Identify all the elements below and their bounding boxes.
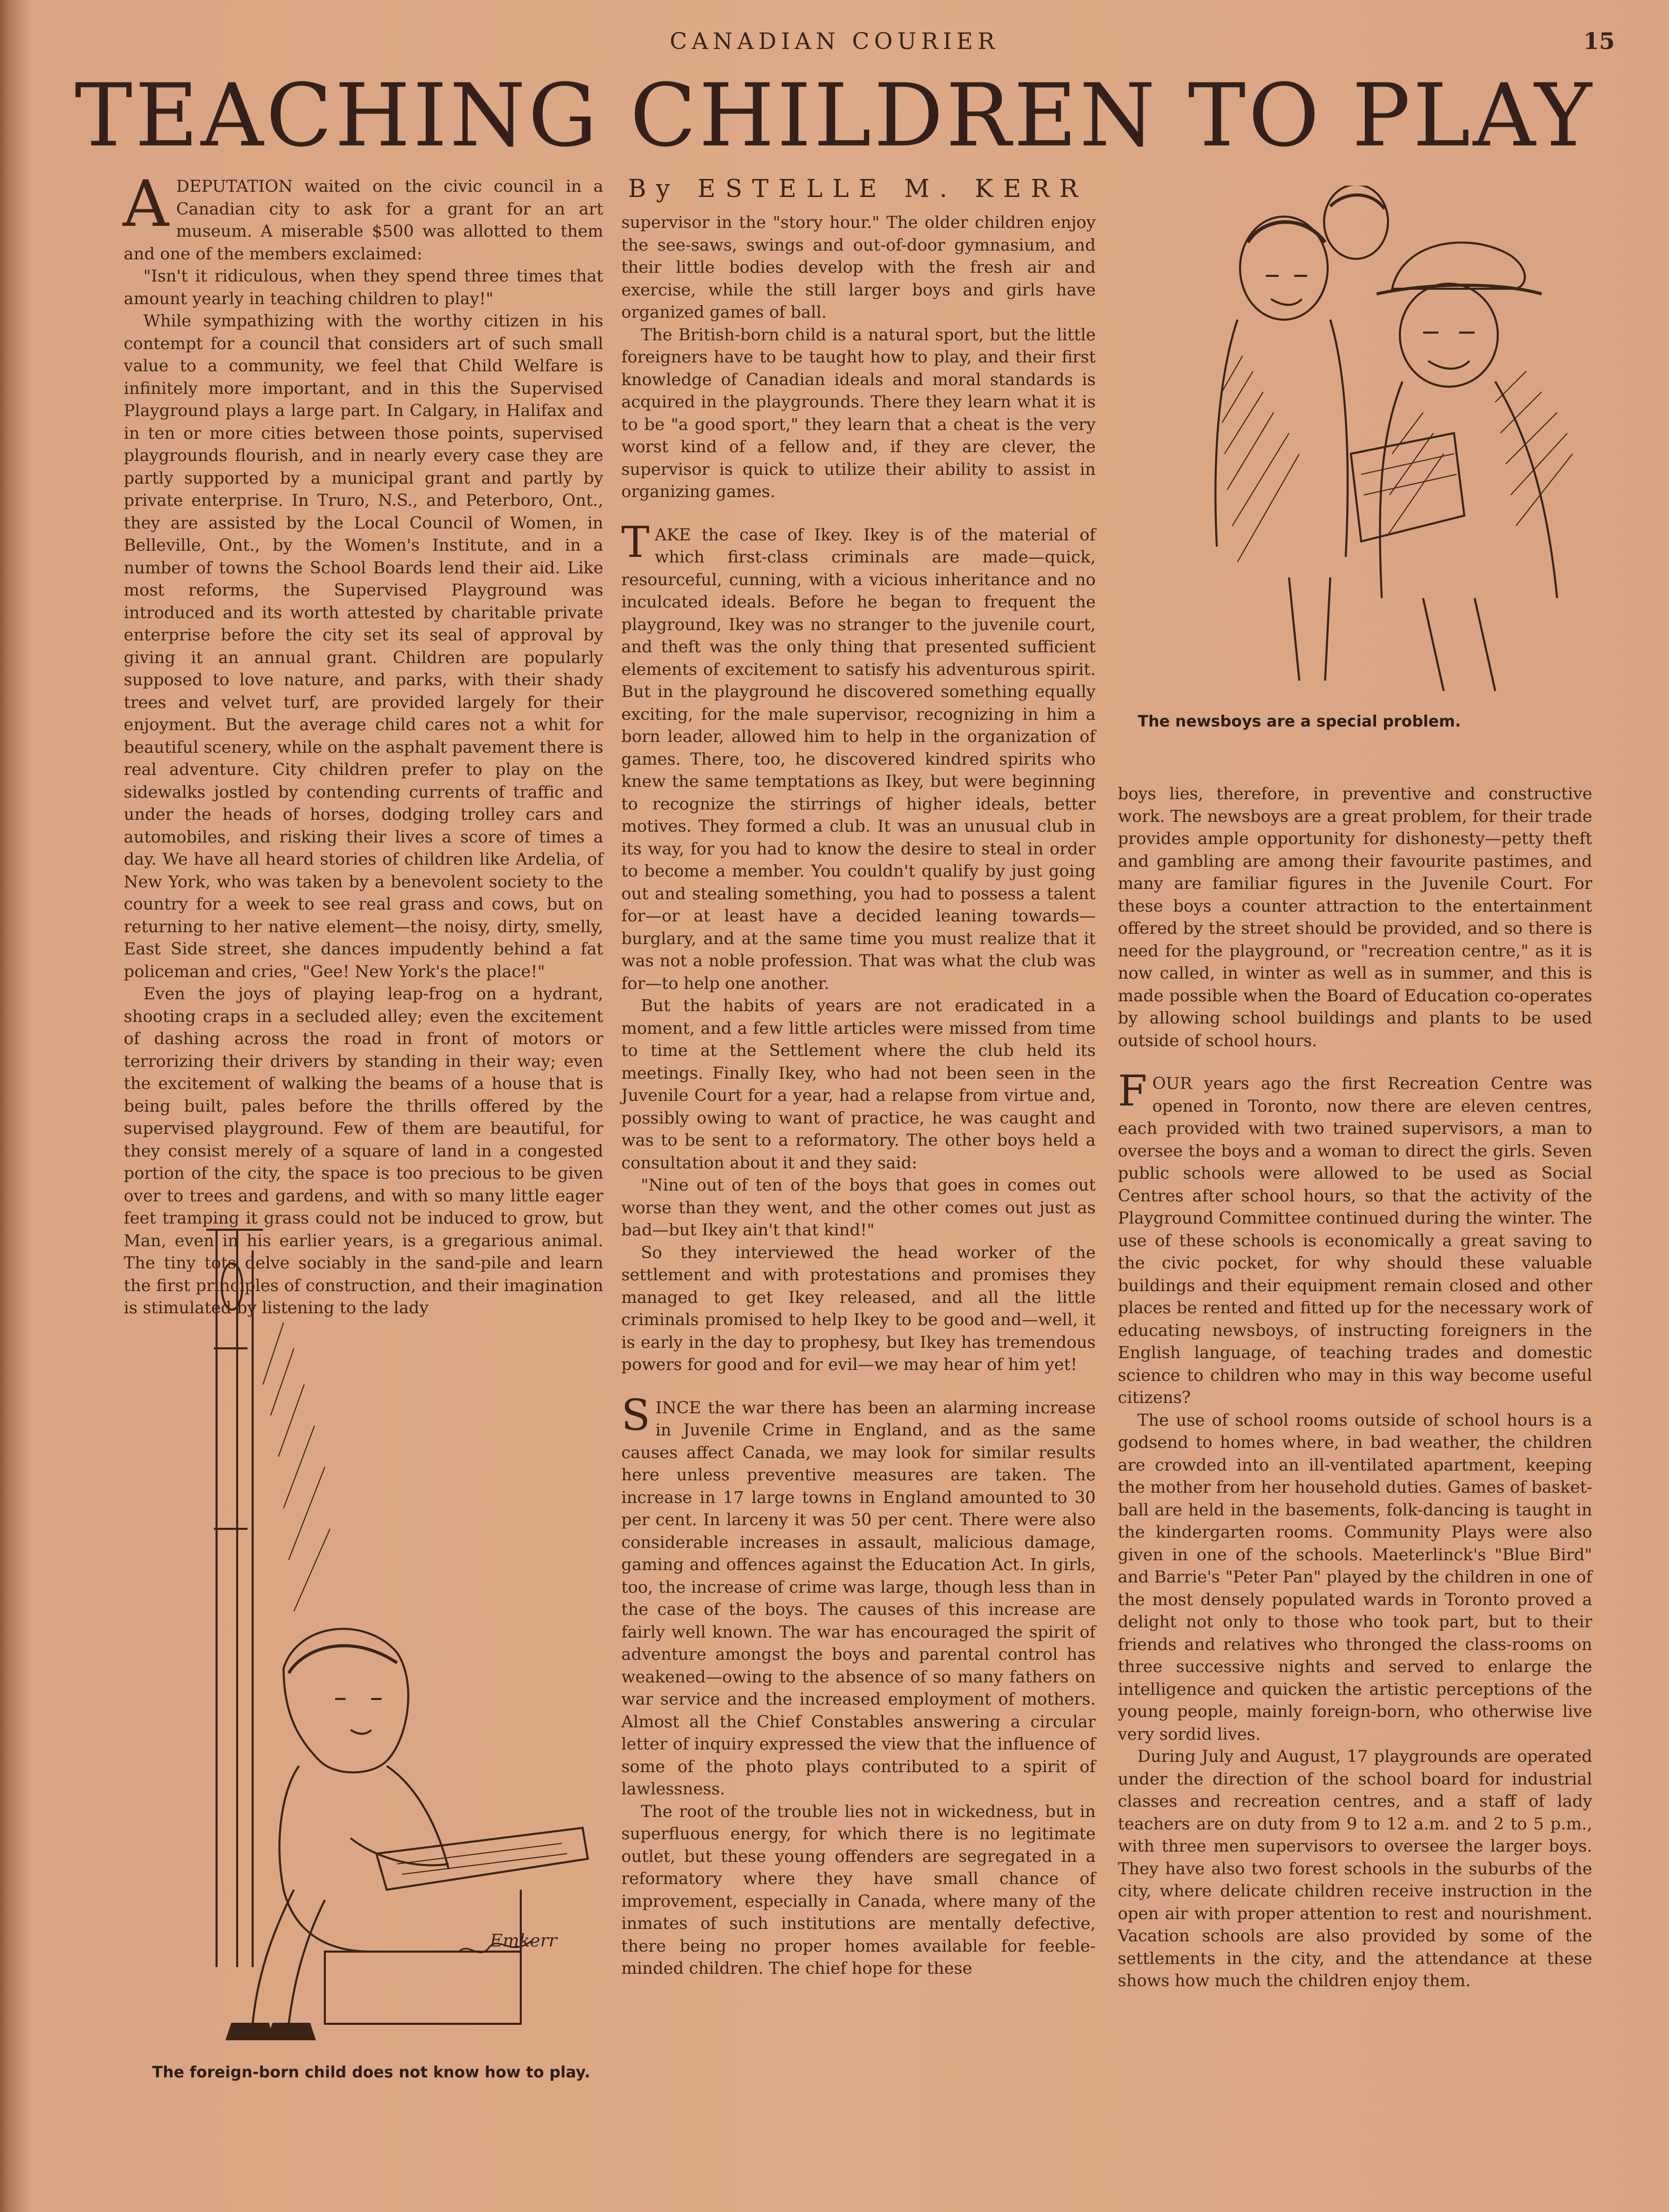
article-column-2 — [621, 211, 1096, 2130]
paragraph: While sympathizing with the worthy citizen in his contempt for a council that considers art of such small value to a community, we feel that Child Welfare is infinitely more important, and in this the Supervised Playground plays a large part. In Calgary, in Halifax and in ten or more cities between those points, supervised playgrounds flourish, and in nearly every case they are partly supported by a municipal grant and partly by private enterprise. In Truro, N.S., and Peterboro, Ont., they are assisted by the Local Council of Women, in Belleville, Ont., by the Women's Institute, and in a number of towns the School Boards lend their aid. Like most reforms, the Supervised Playground was introduced and its worth attested by charitable private enterprise before the city set its seal of approval by giving it an annual grant. Children are popularly supposed to love nature, and parks, with their shady trees and velvet turf, are provided largely for their enjoyment. But the average child cares not a whit for beautiful scenery, while on the asphalt pavement there is real adventure. City children prefer to play on the sidewalks jostled by contending currents of traffic and under the heads of horses, dodging trolley cars and automobiles, and risking their lives a score of times a day. We have all heard stories of children like Ardelia, of New York, who was taken by a benevolent society to the country for a week to see real grass and cows, but on returning to her native element—the noisy, dirty, smelly, East Side street, she dances impudently behind a fat policeman and cries, "Gee! New York's the place!" — [124, 311, 603, 981]
drop-cap: A — [123, 167, 169, 241]
newsboys-illustration — [1134, 186, 1588, 701]
paragraph: DEPUTATION waited on the civic council in a Canadian city to ask for a grant for an art museum. A miserable $500 was allotted to them and one of the members exclaimed: — [124, 176, 603, 263]
paragraph: OUR years ago the first Recreation Centre was opened in Toronto, now there are eleven centres, each provided with two trained supervisors, a man to oversee the boys and a woman to direct the girls. Seven public schools were allowed to be used as Social Centres after school hours, so that the activity of the Playground Committee continued during the winter. The use of these schools is economically a great saving to the civic pocket, for why should these valuable buildings and their equipment remain closed and other places be rented and fitted up for the necessary work of educating newsboys, of instructing foreigners in the English language, of teaching trades and domestic science to children who may in this way become useful citizens? — [1118, 1074, 1592, 1407]
article-column-3 — [1118, 783, 1592, 2134]
byline: By ESTELLE M. KERR — [628, 174, 1088, 203]
paragraph: Even the joys of playing leap-frog on a hydrant, shooting craps in a secluded alley; even the excitement of dashing across the road in front of motors or terrorizing their drivers by standing in their way; even the excitement of walking the beams of a house that is being built, pales before the thrills offered by the supervised playground. Few of them are beautiful, for they consist merely of a square of land in a congested portion of the city, the space is too precious to be given over to trees and gardens, and with so many little eager feet tramping it grass could not be induced to grow, but Man, even in his earlier years, is a gregarious animal. The tiny tots delve sociably in the sand-pile and learn the first principles of construction, and their imagination is stimulated by listening to the lady — [124, 984, 603, 1317]
caption-foreign-child: The foreign-born child does not know how to play. — [152, 2064, 590, 2082]
headline: TEACHING CHILDREN TO PLAY — [74, 65, 1595, 166]
paragraph: "Nine out of ten of the boys that goes in comes out worse than they went, and the other comes out just as bad—but Ikey ain't that kind!" — [621, 1175, 1096, 1240]
paragraph: AKE the case of Ikey. Ikey is of the material of which first-class criminals are made—quick, resourceful, cunning, with a vicious inheritance and no inculcated ideals. Before he began to frequent the playground, Ikey was no stranger to the juvenile court, and theft was the only thing that presented sufficient elements of excitement to satisfy his adventurous spirit. But in the playground he discovered something equally exciting, for the male supervisor, recognizing in him a born leader, allowed him to help in the organization of games. There, too, he discovered kindred spirits who knew the same temptations as Ikey, but were beginning to recognize the stirrings of higher ideals, better motives. They formed a club. It was an unusual club in its way, for you had to know the desire to steal in order to become a member. You couldn't qualify by just going out and stealing something, you had to possess a talent for—or at least have a decided leaning towards—burglary, and at the same time you must realize that it was not a noble profession. That was what the club was for—to help one another. — [621, 524, 1096, 993]
paragraph: The British-born child is a natural sport, but the little foreigners have to be taught how to play, and their first knowledge of Canadian ideals and moral standards is acquired in the playgrounds. There they learn what it is to be "a good sport," they learn that a cheat is the very worst kind of a fellow and, if they are clever, the supervisor is quick to utilize their ability to assist in organizing games. — [621, 324, 1096, 501]
foreign-child-illustration — [129, 1219, 593, 2050]
caption-newsboys: The newsboys are a special problem. — [1137, 713, 1461, 731]
paragraph: supervisor in the "story hour." The older children enjoy the see-saws, swings and out-of-door gymnasium, and their little bodies develop with the fresh air and exercise, while the still larger boys and girls have organized games of ball. — [621, 212, 1096, 322]
paragraph: The root of the trouble lies not in wickedness, but in superfluous energy, for which there is no legitimate outlet, but these young offenders are segregated in a reformatory where they have small chance of improvement, especially in Canada, where many of the inmates of such institutions are mentally defective, there being no proper homes available for feeble-minded children. The chief hope for these — [621, 1801, 1096, 1978]
paragraph: The use of school rooms outside of school hours is a godsend to homes where, in bad weather, the children are crowded into an ill-ventilated apartment, keeping the mother from her household duties. Games of basket-ball are held in the basements, folk-dancing is taught in the kindergarten rooms. Community Plays were also given in one of the schools. Maeterlinck's "Blue Bird" and Barrie's "Peter Pan" played by the children in one of the most densely populated wards in Toronto proved a delight not only to those who took part, but to their friends and relatives who thronged the class-rooms on three successive nights and served to enlarge the intelligence and quicken the artistic perceptions of the young people, mainly foreign-born, who otherwise live very sordid lives. — [1118, 1410, 1592, 1744]
drop-cap: S — [621, 1391, 651, 1440]
illustrator-signature: Emkerr — [490, 1930, 557, 1951]
paragraph: But the habits of years are not eradicated in a moment, and a few little articles were missed from time to time at the Settlement where the club held its meetings. Finally Ikey, who had not been seen in the Juvenile Court for a year, had a relapse from virtue and, possibly owing to want of practice, he was caught and was to be sent to a reformatory. The other boys held a consultation about it and they said: — [621, 996, 1096, 1173]
drop-cap: F — [1118, 1067, 1147, 1116]
paragraph: During July and August, 17 playgrounds are operated under the direction of the school board for industrial classes and recreation centres, and a staff of lady teachers are on duty from 9 to 12 a.m. and 2 to 5 p.m., with three men supervisors to oversee the larger boys. They have also two forest schools in the suburbs of the city, where delicate children receive instruction in the open air with proper attention to rest and nourishment. Vacation schools are also provided by some of the settlements in the city, and the attendance at these shows how much the children enjoy them. — [1118, 1746, 1592, 1990]
paragraph: "Isn't it ridiculous, when they spend three times that amount yearly in teaching children to play!" — [124, 266, 603, 308]
page-number: 15 — [1583, 28, 1615, 55]
paragraph: boys lies, therefore, in preventive and constructive work. The newsboys are a great problem, for their trade provides ample opportunity for dishonesty—petty theft and gambling are among their favourite pastimes, and many are familiar figures in the Juvenile Court. For these boys a counter attraction to the entertainment offered by the street should be provided, and so there is need for the playground, or "recreation centre," as it is now called, in winter as well as in summer, and this is made possible when the Board of Education co-operates by allowing school buildings and plants to be used outside of school hours. — [1118, 784, 1592, 1050]
running-head: CANADIAN COURIER — [669, 28, 1000, 55]
drop-cap: T — [621, 518, 650, 567]
paragraph: So they interviewed the head worker of the settlement and with protestations and promises they managed to get Ikey released, and all the little criminals promised to help Ikey to be good and—well, it is early in the day to prophesy, but Ikey has tremendous powers for good and for evil—we may hear of him yet! — [621, 1242, 1096, 1374]
paragraph: INCE the war there has been an alarming increase in Juvenile Crime in England, and as the same causes affect Canada, we may look for similar results here unless preventive measures are taken. The increase in 17 large towns in England amounted to 30 per cent. In larceny it was 50 per cent. There were also considerable increases in assault, malicious damage, gaming and offences against the Education Act. In girls, too, the increase of crime was large, though less than in the case of the boys. The causes of this increase are fairly well known. The war has encouraged the spirit of adventure amongst the boys and parental control has weakened—owing to the absence of so many fathers on war service and the increased employment of mothers. Almost all the Chief Constables answering a circular letter of inquiry expressed the view that the influence of some of the photo plays contributed to a spirit of lawlessness. — [621, 1397, 1096, 1798]
